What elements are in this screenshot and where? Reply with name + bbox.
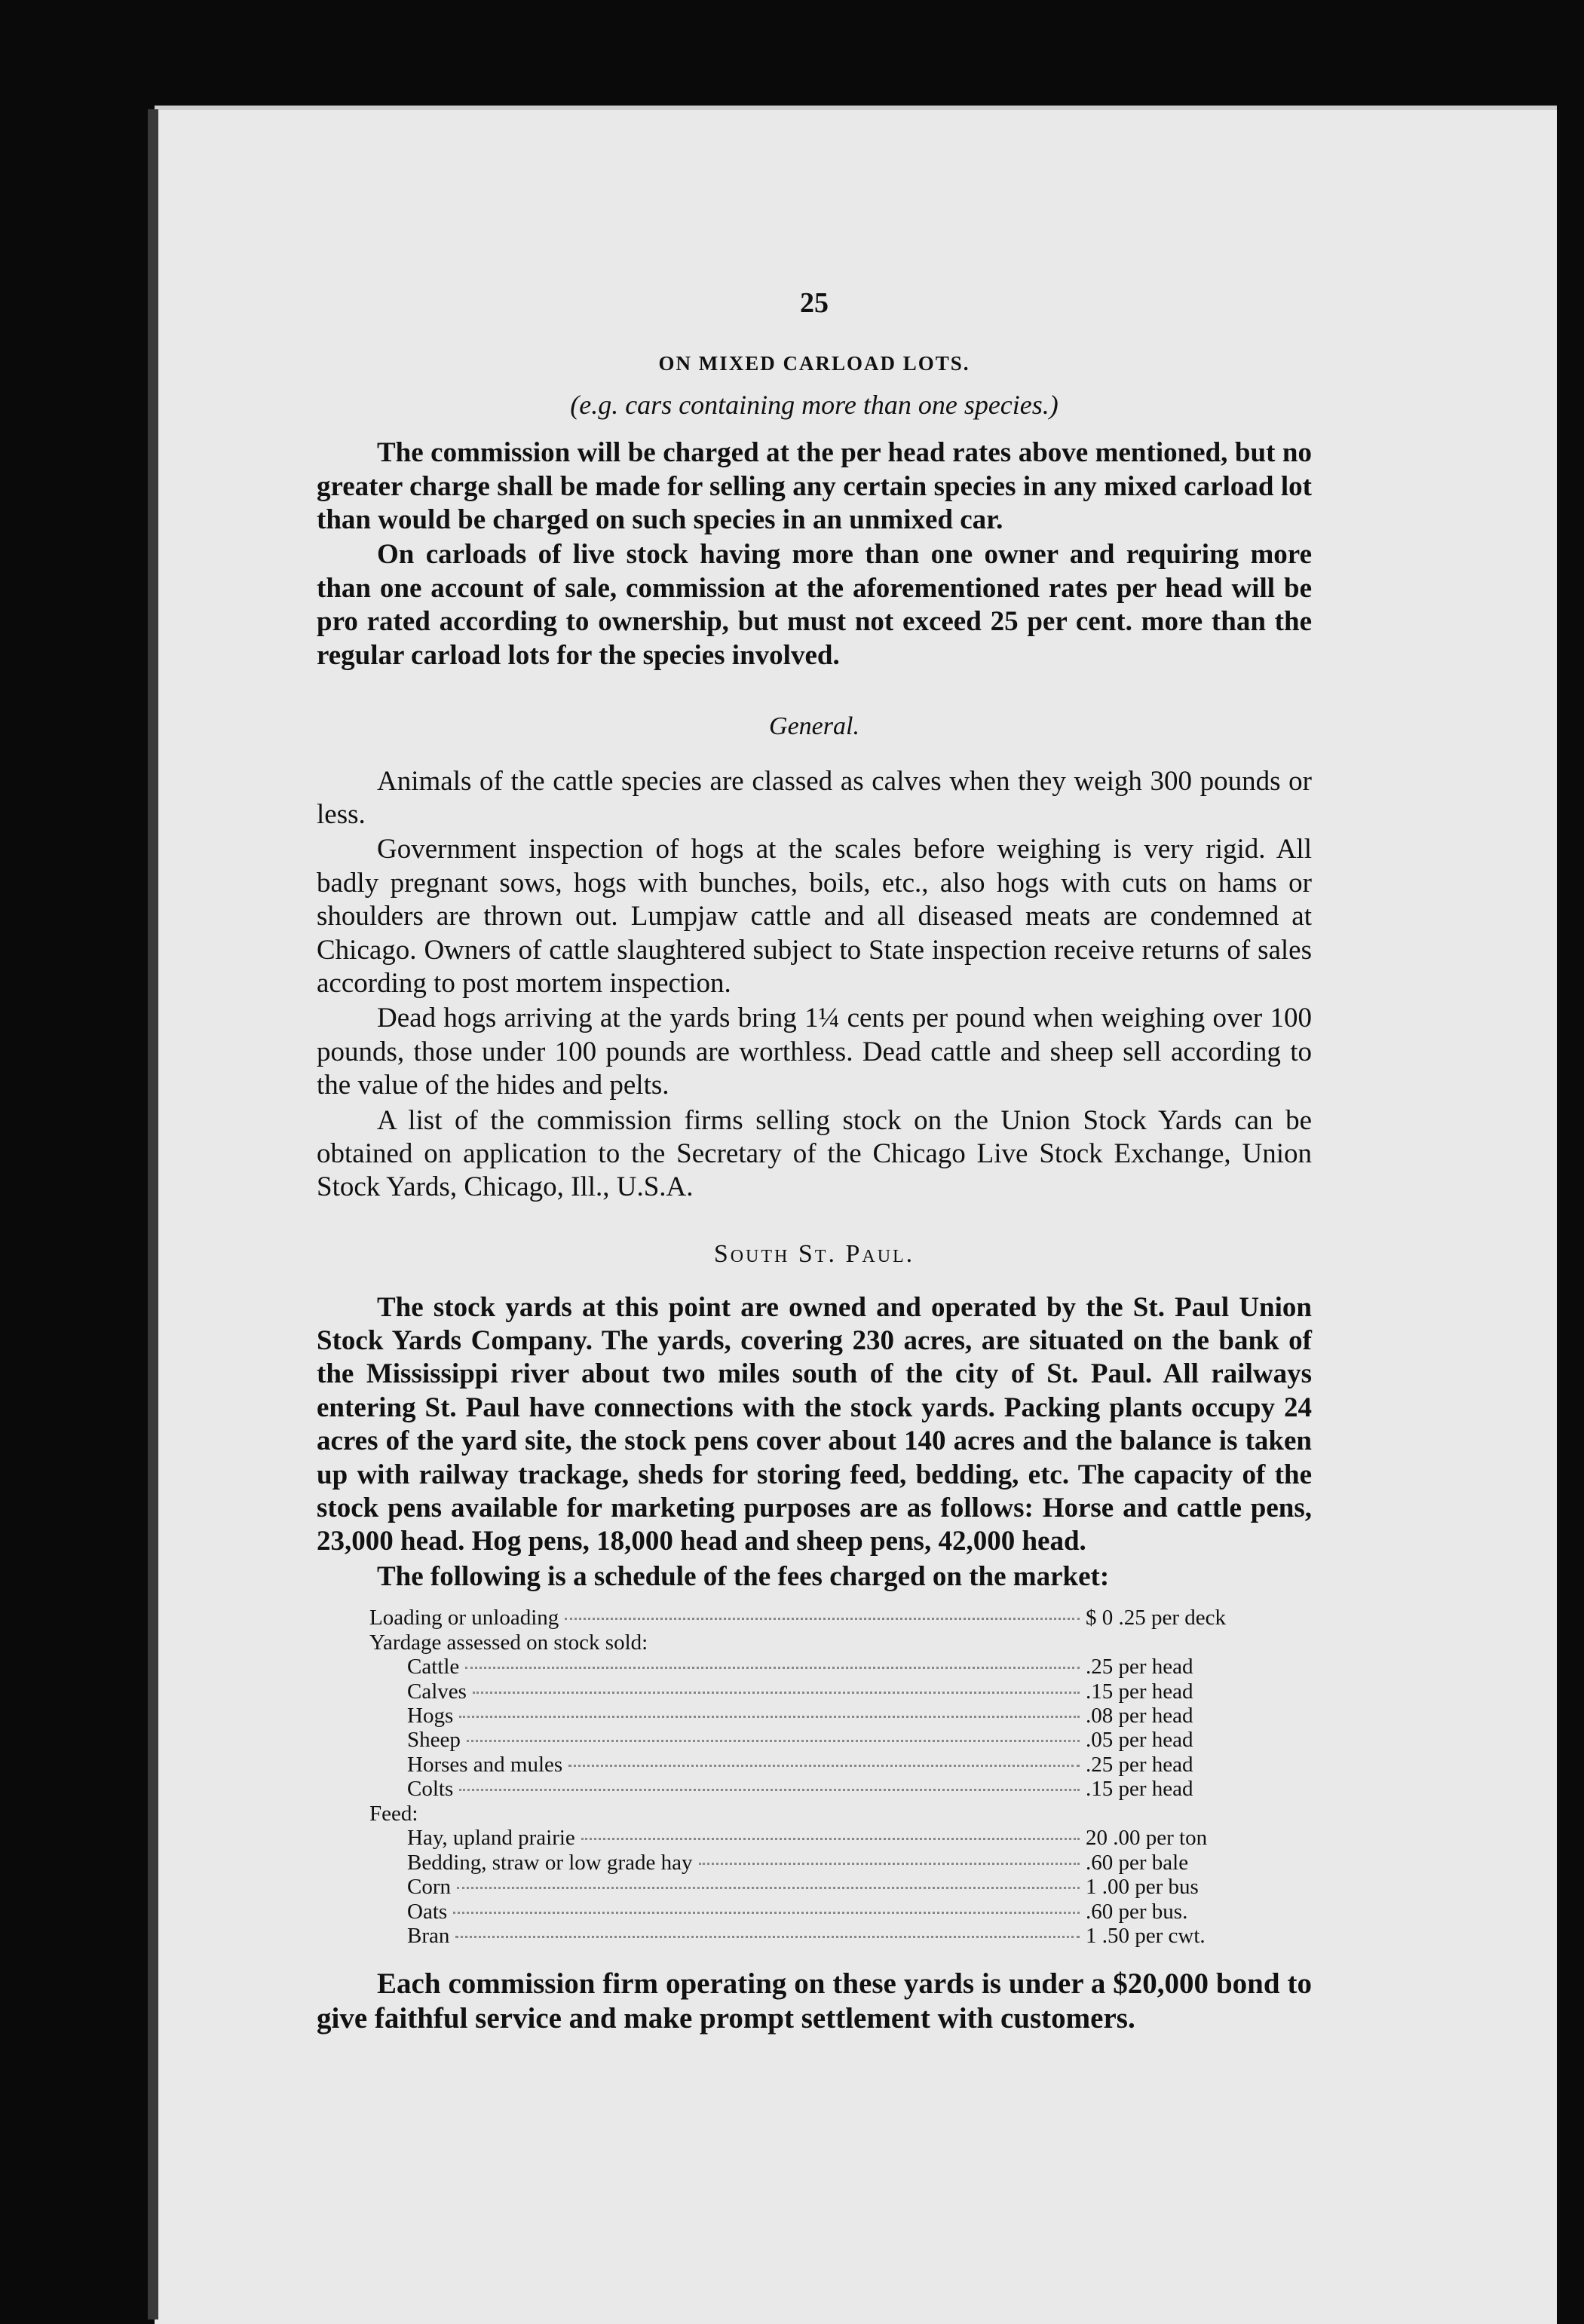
- fee-row-sheep: [369, 1728, 1229, 1752]
- paragraph-general-1: Animals of the cattle species are classed as calves when they weigh 300 pounds or less.: [317, 765, 1312, 831]
- fee-row-corn: [369, 1875, 1229, 1899]
- fee-row-bedding: [369, 1851, 1229, 1875]
- leader-dots: [459, 1789, 1080, 1791]
- fee-row-calves: [369, 1679, 1229, 1704]
- paragraph-mixed-1: The commission will be charged at the per head rates above mentioned, but no greater charge shall be made for selling any certain species in any mixed carload lot than would be charged on such species in an unmixed car.: [317, 437, 1312, 535]
- fee-value: .25 per head: [1086, 1752, 1193, 1777]
- leader-dots: [465, 1667, 1080, 1669]
- fee-value: .15 per head: [1086, 1679, 1193, 1704]
- leader-dots: [568, 1765, 1080, 1767]
- fee-value: .15 per head: [1086, 1777, 1193, 1802]
- fee-row-loading: [369, 1606, 1229, 1630]
- fee-label: Hogs: [407, 1703, 454, 1728]
- paragraph-stpaul-1: The stock yards at this point are owned and operated by the St. Paul Union Stock Yards Company. The yards, covering 230 acres, are situated on the bank of the Mississippi river about two miles south of the city of St. Paul. All railways entering St. Paul have connections with the stock yards. Packing plants occupy 24 acres of the yard site, the stock pens cover about 140 acres and the balance is taken up with railway trackage, sheds for storing feed, bedding, etc. The capacity of the stock pens available for marketing purposes are as follows: Horse and cattle pens, 23,000 head. Hog pens, 18,000 head and sheep pens, 42,000 head.: [317, 1291, 1312, 1557]
- fee-group-label: Feed:: [369, 1801, 418, 1826]
- fee-label: Hay, upland prairie: [407, 1826, 575, 1851]
- page-edge-shadow: [148, 109, 158, 2319]
- leader-dots: [457, 1887, 1080, 1889]
- fee-value: 20 .00 per ton: [1086, 1826, 1208, 1851]
- fee-label: Calves: [407, 1679, 467, 1704]
- leader-dots: [455, 1936, 1080, 1938]
- paragraph-general-4: A list of the commission firms selling stock on the Union Stock Yards can be obtained on application to the Secretary of the Chicago Live Stock Exchange, Union Stock Yards, Chicago, Ill., U.S.A.: [317, 1104, 1312, 1203]
- leader-dots: [473, 1692, 1080, 1694]
- heading-south-st-paul: South St. Paul.: [713, 1239, 915, 1268]
- fee-value: 1 .00 per bus: [1086, 1875, 1199, 1900]
- page-content: [317, 286, 1312, 2038]
- fee-label: Colts: [407, 1777, 454, 1802]
- fee-label: Corn: [407, 1875, 451, 1900]
- fee-label: Bedding, straw or low grade hay: [407, 1850, 693, 1875]
- paragraph-stpaul-2: The following is a schedule of the fees charged on the market:: [377, 1560, 1110, 1592]
- fee-row-cattle: [369, 1655, 1229, 1679]
- fee-label: Cattle: [407, 1655, 460, 1679]
- leader-dots: [467, 1740, 1080, 1742]
- leader-dots: [459, 1716, 1080, 1718]
- paragraph-mixed-2: On carloads of live stock having more than one owner and requiring more than one account of sale, commission at the aforementioned rates per head will be pro rated according to ownership, but must not exceed 25 per cent. more than the regular carload lots for the species involved.: [317, 539, 1312, 671]
- subtitle-mixed-carload: (e.g. cars containing more than one species.): [570, 389, 1059, 420]
- fee-value: .25 per head: [1086, 1655, 1193, 1679]
- fee-row-horses-mules: [369, 1753, 1229, 1777]
- fee-schedule: [369, 1606, 1229, 1949]
- fee-value: .08 per head: [1086, 1703, 1193, 1728]
- leader-dots: [453, 1912, 1080, 1914]
- fee-row-bran: [369, 1924, 1229, 1948]
- fee-value: .60 per bus.: [1086, 1899, 1188, 1924]
- fee-row-hogs: [369, 1704, 1229, 1728]
- fee-row-hay: [369, 1826, 1229, 1850]
- fee-label: Bran: [407, 1924, 450, 1949]
- heading-general: General.: [769, 712, 859, 740]
- fee-value: .60 per bale: [1086, 1850, 1189, 1875]
- leader-dots: [565, 1618, 1080, 1620]
- leader-dots: [581, 1838, 1080, 1840]
- page-number: 25: [800, 287, 829, 319]
- fee-group-feed: [369, 1802, 1229, 1826]
- fee-value: .05 per head: [1086, 1728, 1193, 1753]
- fee-group-label: Yardage assessed on stock sold:: [369, 1630, 648, 1655]
- fee-group-yardage: [369, 1630, 1229, 1655]
- fee-label: Loading or unloading: [369, 1606, 559, 1630]
- fee-row-colts: [369, 1777, 1229, 1801]
- heading-mixed-carload: ON MIXED CARLOAD LOTS.: [658, 351, 970, 375]
- fee-row-oats: [369, 1900, 1229, 1924]
- paragraph-general-3: Dead hogs arriving at the yards bring 1¼ cents per pound when weighing over 100 pounds, those under 100 pounds are worthless. Dead cattle and sheep sell according to the value of the hides and pelts.: [317, 1003, 1312, 1101]
- paragraph-general-2: Government inspection of hogs at the scales before weighing is very rigid. All badly pregnant sows, hogs with bunches, boils, etc., also hogs with cuts on hams or shoulders are thrown out. Lumpjaw cattle and all diseased meats are condemned at Chicago. Owners of cattle slaughtered subject to State inspection receive returns of sales according to post mortem inspection.: [317, 834, 1312, 1000]
- paragraph-closing: Each commission firm operating on these yards is under a $20,000 bond to give faithful service and make prompt settlement with customers.: [317, 1967, 1312, 2035]
- fee-label: Sheep: [407, 1728, 461, 1753]
- fee-label: Horses and mules: [407, 1752, 563, 1777]
- fee-value: $ 0 .25 per deck: [1086, 1606, 1227, 1630]
- leader-dots: [699, 1863, 1080, 1865]
- fee-value: 1 .50 per cwt.: [1086, 1924, 1206, 1949]
- fee-label: Oats: [407, 1899, 448, 1924]
